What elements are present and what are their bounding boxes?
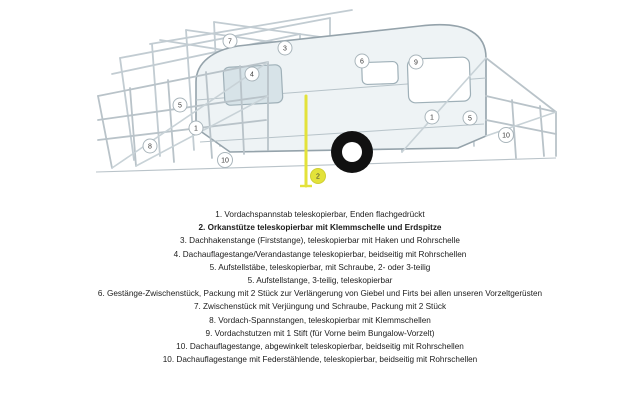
marker-6 <box>355 54 369 68</box>
svg-text:2: 2 <box>316 173 320 181</box>
marker-10-left <box>218 153 233 168</box>
marker-5-left <box>173 98 187 112</box>
svg-text:8: 8 <box>148 143 152 151</box>
legend-item: 8. Vordach-Spannstangen, teleskopierbar mit Klemmschellen <box>209 315 431 325</box>
legend-item: 7. Zwischenstück mit Verjüngung und Schraube, Packung mit 2 Stück <box>193 302 447 312</box>
marker-4 <box>245 67 259 81</box>
svg-text:9: 9 <box>414 59 418 67</box>
legend-item: 3. Dachhakenstange (Firststange), teleskopierbar mit Haken und Rohrschelle <box>180 236 460 246</box>
svg-text:3: 3 <box>283 45 287 53</box>
legend-item: 6. Gestänge-Zwischenstück, Packung mit 2 Stück zur Verlängerung von Giebel und Firts bei allen unseren Vorzeltgerüsten <box>97 289 543 299</box>
legend-item-highlighted: 2. Orkanstütze teleskopierbar mit Klemmschelle und Erdspitze <box>198 223 442 233</box>
svg-text:1: 1 <box>430 114 434 122</box>
ground-line <box>96 158 556 172</box>
legend-item: 4. Dachauflagestange/Verandastange teleskopierbar, beidseitig mit Rohrschellen <box>173 249 467 259</box>
legend-list <box>0 208 640 366</box>
svg-text:1: 1 <box>194 125 198 133</box>
legend-item: 1. Vordachspannstab teleskopierbar, Enden flachgedrückt <box>215 210 425 219</box>
legend-item: 9. Vordachstutzen mit 1 Stift (für Vorne beim Bungalow-Vorzelt) <box>205 328 435 338</box>
marker-5-right <box>463 111 477 125</box>
marker-2-highlight <box>311 169 326 184</box>
marker-10-right <box>499 128 514 143</box>
marker-9 <box>409 55 423 69</box>
legend-item: 5. Aufstellstäbe, teleskopierbar, mit Schraube, 2- oder 3-teilig <box>209 262 431 272</box>
svg-text:7: 7 <box>228 38 232 46</box>
marker-1-left <box>189 121 203 135</box>
svg-text:5: 5 <box>468 115 472 123</box>
caravan-wheel <box>331 131 373 173</box>
svg-text:6: 6 <box>360 58 364 66</box>
svg-text:10: 10 <box>502 132 510 140</box>
svg-text:5: 5 <box>178 102 182 110</box>
svg-text:10: 10 <box>221 157 229 165</box>
legend-item: 10. Dachauflagestange, abgewinkelt teleskopierbar, beidseitig mit Rohrschellen <box>176 342 464 352</box>
legend-item: 5. Aufstellstange, 3-teilig, teleskopierbar <box>247 276 393 286</box>
marker-7 <box>223 34 237 48</box>
svg-text:4: 4 <box>250 71 254 79</box>
marker-8 <box>143 139 157 153</box>
marker-1-right <box>425 110 439 124</box>
marker-3 <box>278 41 292 55</box>
legend-item: 10. Dachauflagestange mit Federstählende, teleskopierbar, beidseitig mit Rohrschellen <box>162 355 478 365</box>
